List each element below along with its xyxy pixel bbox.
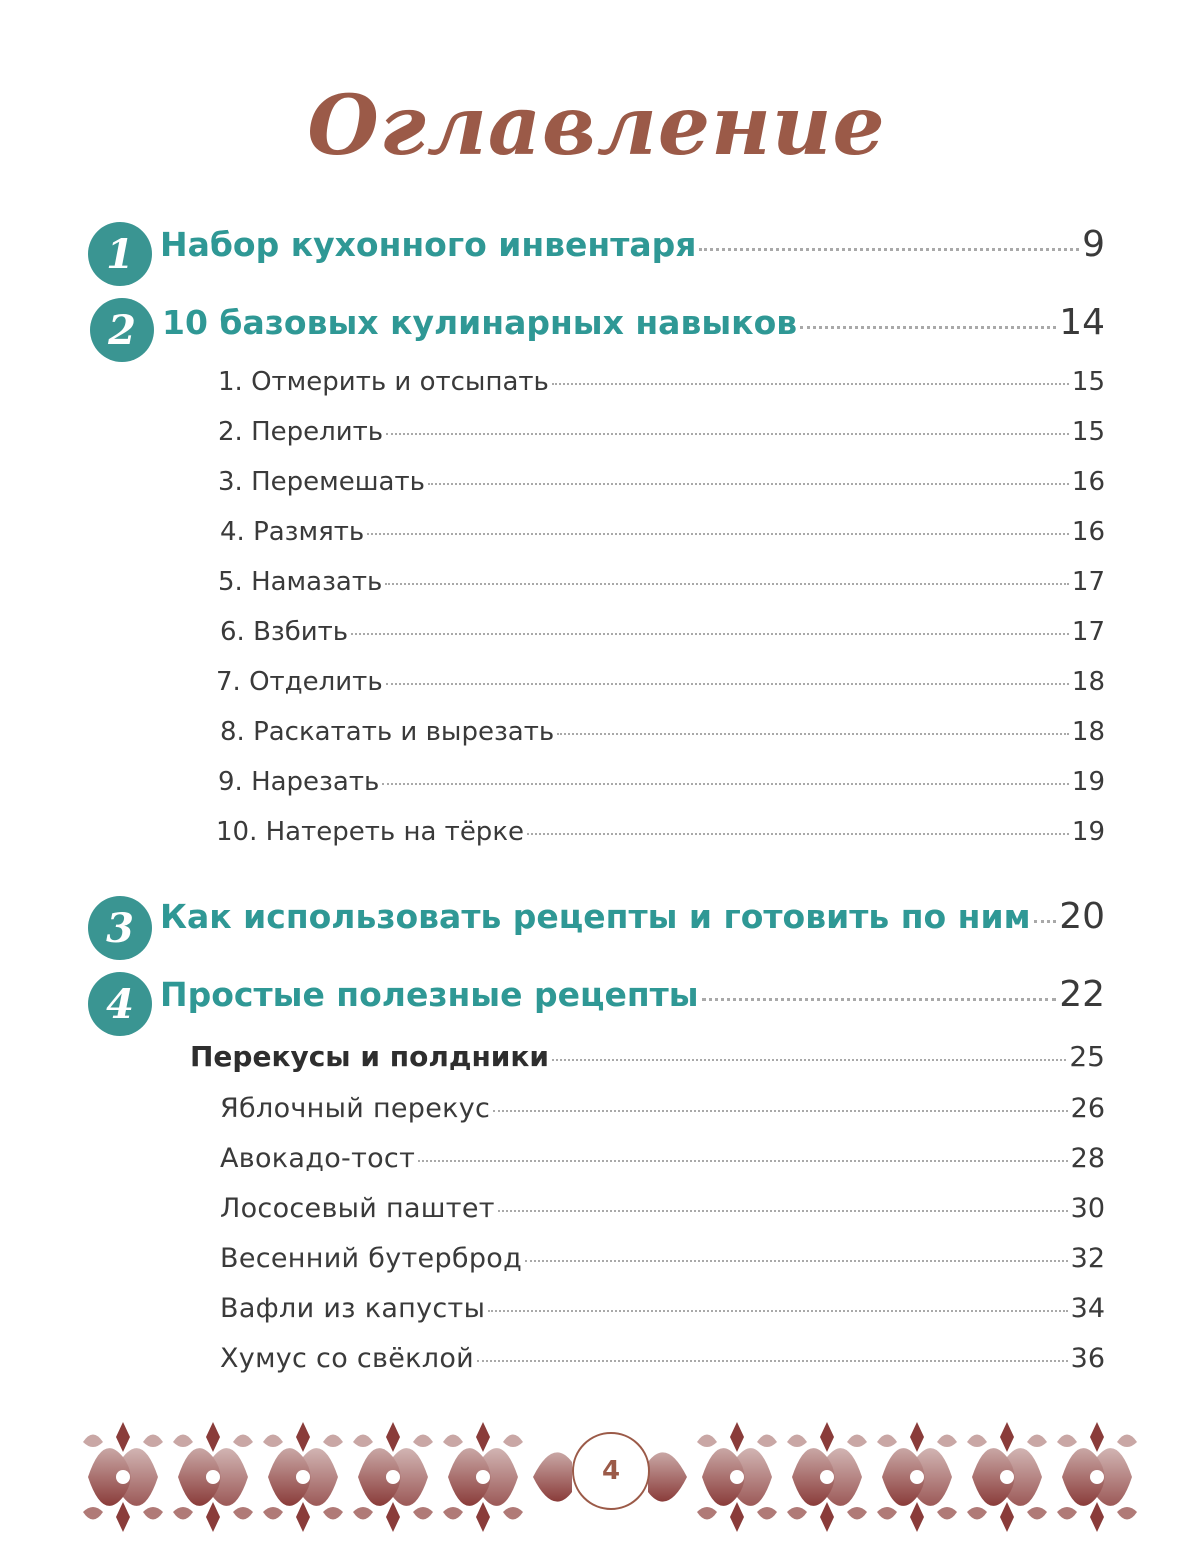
skill-page: 19 [1071, 817, 1105, 847]
toc-chapter-4[interactable] [160, 974, 1105, 1015]
leader-dots [418, 1160, 1068, 1162]
skill-page: 19 [1071, 767, 1105, 797]
toc-skill-3[interactable] [218, 467, 1105, 497]
chapter-1-badge: 1 [88, 222, 152, 286]
leader-dots [493, 1110, 1067, 1112]
recipe-page: 34 [1070, 1293, 1105, 1324]
toc-recipe-3[interactable] [220, 1193, 1105, 1224]
toc-recipe-5[interactable] [220, 1293, 1105, 1324]
skill-label: 8. Раскатать и вырезать [220, 717, 555, 747]
toc-recipe-6[interactable] [220, 1343, 1105, 1374]
leader-dots [351, 633, 1069, 635]
leader-dots [367, 533, 1069, 535]
toc-section-snacks[interactable] [190, 1040, 1105, 1073]
skill-label: 7. Отделить [216, 667, 383, 697]
leader-dots [800, 326, 1056, 329]
recipe-label: Вафли из капусты [220, 1293, 486, 1324]
recipe-page: 32 [1070, 1243, 1105, 1274]
skill-label: 5. Намазать [218, 567, 383, 597]
leader-dots [552, 1059, 1066, 1061]
toc-skill-5[interactable] [218, 567, 1105, 597]
recipe-label: Лососевый паштет [220, 1193, 495, 1224]
leader-dots [428, 483, 1069, 485]
skill-label: 3. Перемешать [218, 467, 425, 497]
chapter-4-badge: 4 [88, 972, 152, 1036]
recipe-page: 28 [1070, 1143, 1105, 1174]
skill-label: 10. Натереть на тёрке [216, 817, 525, 847]
leader-dots [382, 783, 1069, 785]
toc-skill-10[interactable] [216, 817, 1105, 847]
recipe-label: Хумус со свёклой [220, 1343, 474, 1374]
toc-chapter-2[interactable] [162, 302, 1105, 343]
chapter-3-label: Как использовать рецепты и готовить по ним [160, 897, 1031, 936]
recipe-page: 30 [1070, 1193, 1105, 1224]
chapter-1-label: Набор кухонного инвентаря [160, 225, 697, 264]
page-title: Оглавление [307, 78, 886, 174]
toc-chapter-1[interactable] [160, 224, 1105, 265]
leader-dots [699, 248, 1079, 251]
skill-page: 16 [1071, 517, 1105, 547]
skill-page: 15 [1071, 367, 1105, 397]
chapter-2-label: 10 базовых кулинарных навыков [162, 303, 798, 342]
toc-skill-4[interactable] [220, 517, 1105, 547]
section-page: 25 [1069, 1040, 1105, 1073]
leader-dots [1034, 920, 1057, 923]
leader-dots [552, 383, 1069, 385]
chapter-2-badge: 2 [90, 298, 154, 362]
toc-chapter-3[interactable] [160, 896, 1105, 937]
chapter-2-page: 14 [1059, 302, 1105, 343]
toc-recipe-4[interactable] [220, 1243, 1105, 1274]
skill-page: 16 [1071, 467, 1105, 497]
chapter-3-page: 20 [1059, 896, 1105, 937]
chapter-4-label: Простые полезные рецепты [160, 975, 699, 1014]
page-number: 4 [572, 1432, 650, 1510]
chapter-4-page: 22 [1059, 974, 1105, 1015]
toc-skill-1[interactable] [218, 367, 1105, 397]
leader-dots [498, 1210, 1068, 1212]
recipe-label: Яблочный перекус [220, 1093, 491, 1124]
skill-label: 1. Отмерить и отсыпать [218, 367, 549, 397]
leader-dots [477, 1360, 1068, 1362]
skill-label: 9. Нарезать [218, 767, 380, 797]
recipe-label: Весенний бутерброд [220, 1243, 523, 1274]
leader-dots [702, 998, 1057, 1001]
toc-recipe-1[interactable] [220, 1093, 1105, 1124]
leader-dots [386, 683, 1069, 685]
toc-skill-7[interactable] [216, 667, 1105, 697]
chapter-3-badge: 3 [88, 896, 152, 960]
toc-recipe-2[interactable] [220, 1143, 1105, 1174]
skill-page: 15 [1071, 417, 1105, 447]
recipe-page: 36 [1070, 1343, 1105, 1374]
skill-page: 18 [1071, 667, 1105, 697]
skill-label: 4. Размять [220, 517, 365, 547]
leader-dots [386, 433, 1069, 435]
recipe-page: 26 [1070, 1093, 1105, 1124]
skill-label: 2. Перелить [218, 417, 384, 447]
leader-dots [488, 1310, 1067, 1312]
toc-skill-9[interactable] [218, 767, 1105, 797]
recipe-label: Авокадо-тост [220, 1143, 416, 1174]
leader-dots [525, 1260, 1068, 1262]
skill-page: 18 [1071, 717, 1105, 747]
toc-skill-8[interactable] [220, 717, 1105, 747]
leader-dots [527, 833, 1069, 835]
toc-skill-2[interactable] [218, 417, 1105, 447]
toc-skill-6[interactable] [220, 617, 1105, 647]
chapter-1-page: 9 [1082, 224, 1105, 265]
section-label: Перекусы и полдники [190, 1040, 550, 1073]
skill-page: 17 [1071, 617, 1105, 647]
leader-dots [385, 583, 1069, 585]
skill-label: 6. Взбить [220, 617, 349, 647]
leader-dots [557, 733, 1069, 735]
skill-page: 17 [1071, 567, 1105, 597]
